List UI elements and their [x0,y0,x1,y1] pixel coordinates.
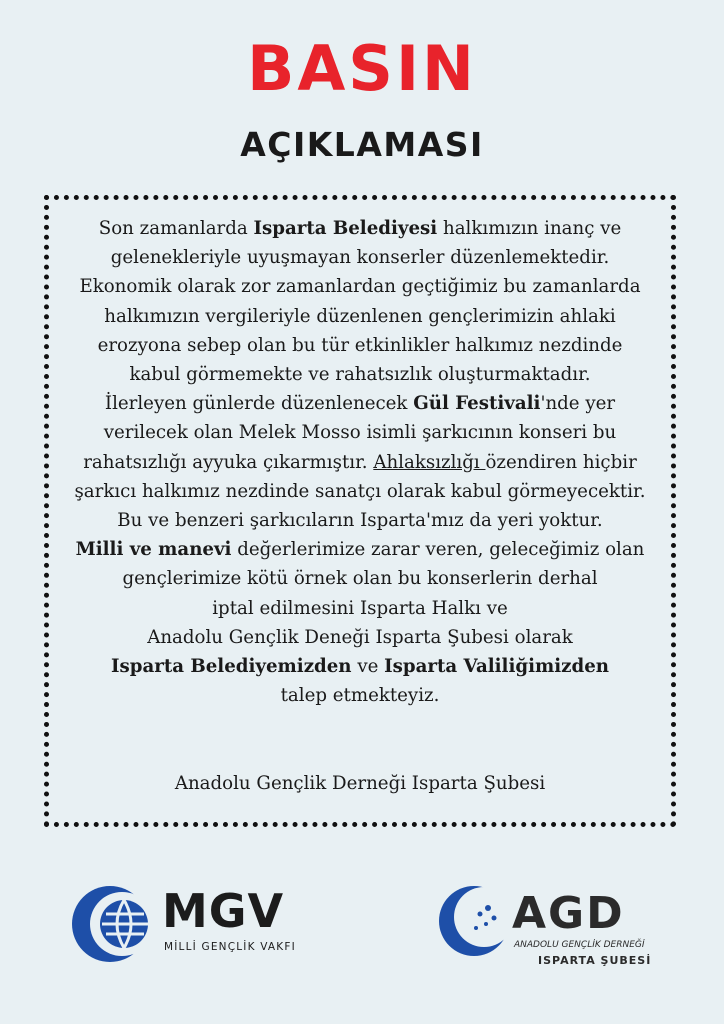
underlined-text: Ahlaksızlığı [373,451,486,473]
statement-line [44,623,676,652]
statement-text: ve [351,656,385,678]
emphasis-text: Isparta Belediyesi [253,218,438,239]
statement-line [44,477,676,506]
statement-line [44,652,676,681]
statement-line [44,535,676,564]
statement-line [44,448,676,477]
statement-text: şarkıcı halkımız nezdinde sanatçı olarak kabul görmeyecektir. [74,480,646,502]
statement-line [44,681,676,710]
agd-crescent-icon [438,884,512,958]
statement-line [44,302,676,331]
agd-branch: ISPARTA ŞUBESİ [538,954,652,967]
statement-text: Bu ve benzeri şarkıcıların Isparta'mız da yeri yoktur. [117,510,603,532]
statement-text: verilecek olan Melek Mosso isimli şarkıcının konseri bu [103,422,617,444]
statement-text: erozyona sebep olan bu tür etkinlikler halkımız nezdinde [97,334,623,356]
statement-text: Son zamanlarda [98,218,254,239]
page-subtitle: AÇIKLAMASI [240,125,484,164]
agd-subtitle: ANADOLU GENÇLİK DERNEĞİ [514,940,645,950]
mgv-logo [66,884,316,964]
mgv-subtitle: MİLLİ GENÇLİK VAKFI [164,941,296,953]
statement-text: halkımızın inanç ve [437,218,622,239]
statement-text: gençlerimize kötü örnek olan bu konserlerin derhal [122,568,598,590]
statement-text: gelenekleriyle uyuşmayan konserler düzenlemektedir. [110,247,610,269]
statement-text: iptal edilmesini Isparta Halkı ve [212,597,508,619]
statement-text: rahatsızlığı ayyuka çıkarmıştır. [83,451,374,473]
statement-line [44,418,676,447]
statement-text: değerlerimize zarar veren, geleceğimiz olan [231,539,645,561]
statement-line [44,243,676,272]
statement-text: Ekonomik olarak zor zamanlardan geçtiğimiz bu zamanlarda [79,276,641,298]
statement-line [44,506,676,535]
agd-wordmark: AGD [512,888,625,939]
statement-text: kabul görmemekte ve rahatsızlık oluşturmaktadır. [129,364,591,386]
statement-text: 'nde yer [540,393,616,415]
statement-line [44,360,676,389]
statement-body [44,214,676,710]
emphasis-text: Isparta Valiliğimizden [384,656,609,678]
statement-line [44,594,676,623]
statement-text: Anadolu Gençlik Deneği Isparta Şubesi olarak [147,626,573,648]
statement-text: İlerleyen günlerde düzenlenecek [104,393,414,415]
emphasis-text: Gül Festivali [413,393,541,415]
emphasis-text: Isparta Belediyemizden [111,656,352,678]
statement-text: talep etmekteyiz. [280,685,440,707]
mgv-wordmark: MGV [162,884,285,938]
statement-line [44,331,676,360]
signature: Anadolu Gençlik Derneği Isparta Şubesi [174,773,546,794]
statement-line [44,272,676,301]
statement-line [44,389,676,418]
statement-line [44,564,676,593]
page-title: BASIN [247,32,477,105]
statement-text: özendiren hiçbir [485,451,637,473]
emphasis-text: Milli ve manevi [75,539,232,561]
agd-logo [438,884,668,974]
mgv-globe-icon [66,884,162,964]
statement-line [44,214,676,243]
statement-text: halkımızın vergileriyle düzenlenen gençlerimizin ahlaki [104,305,616,327]
